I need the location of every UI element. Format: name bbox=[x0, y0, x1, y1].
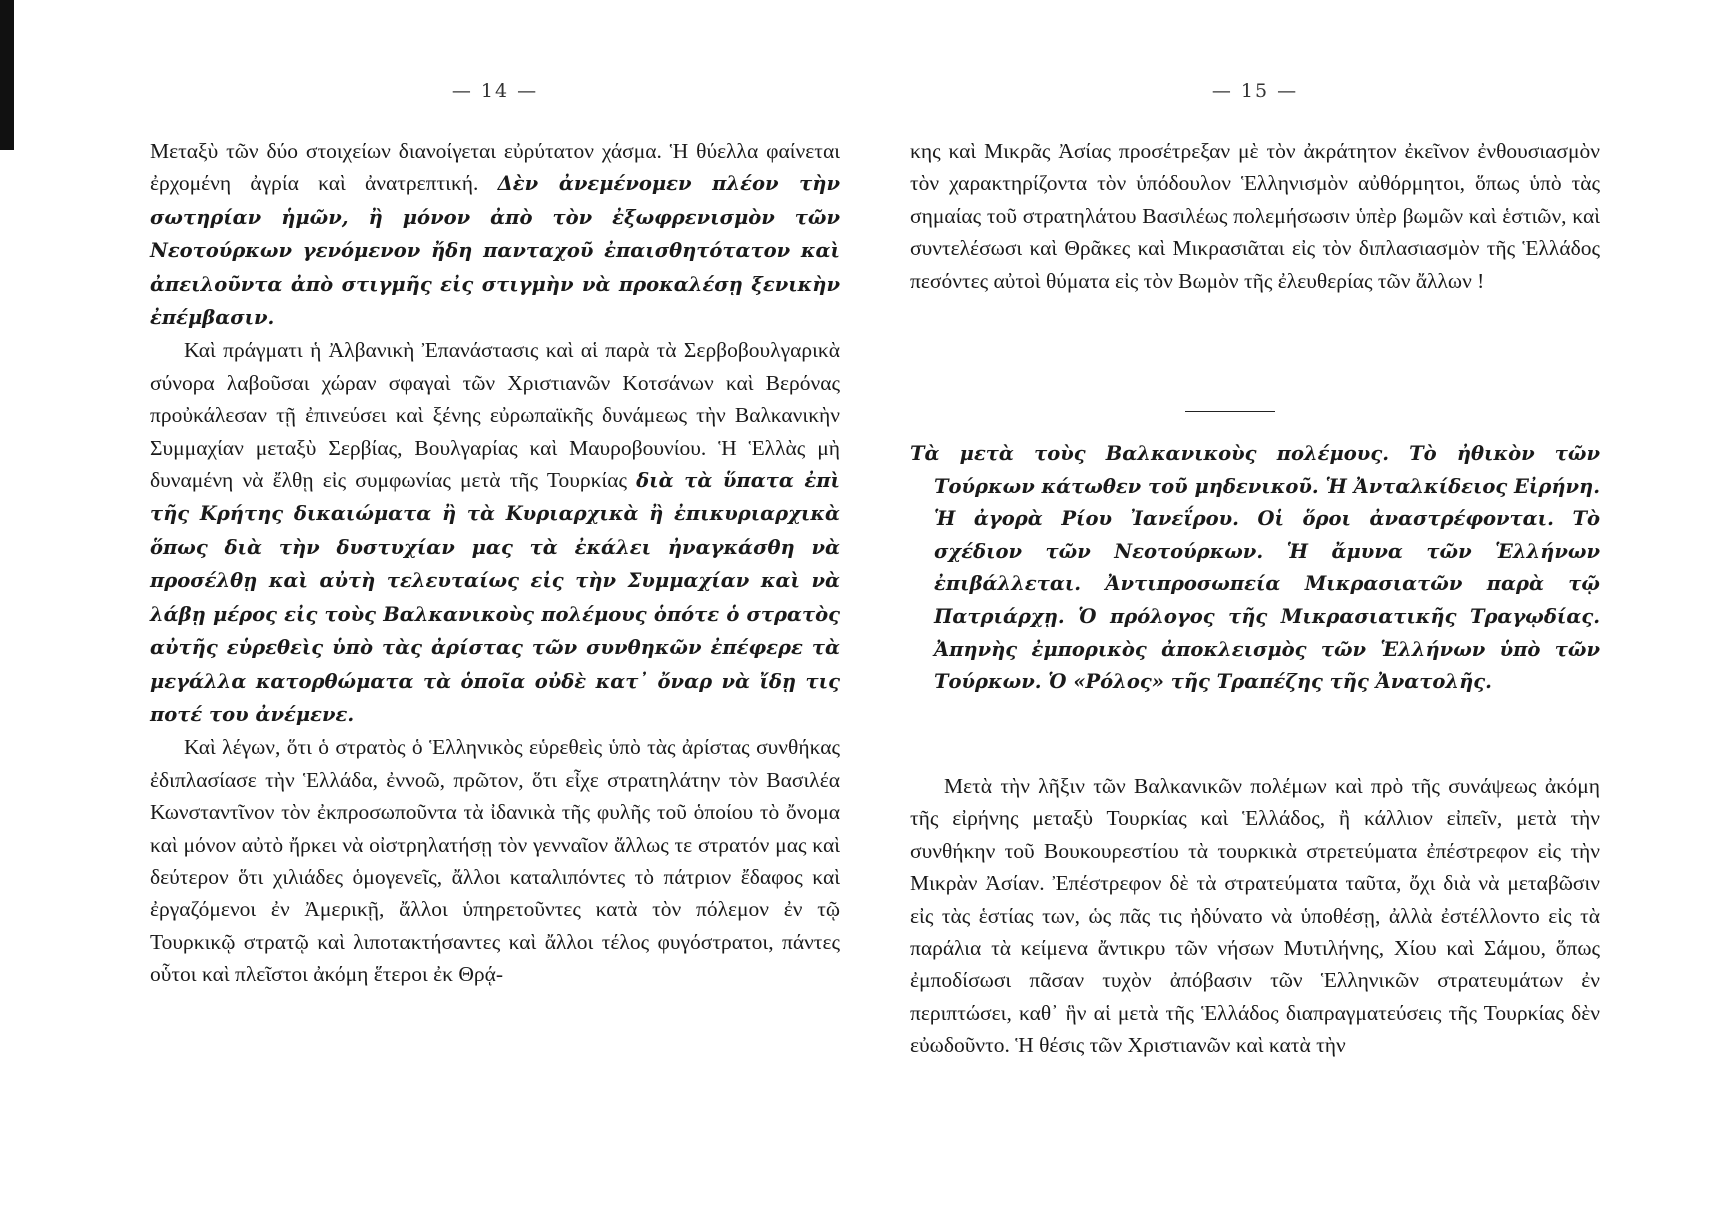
paragraph bbox=[150, 334, 840, 731]
left-page bbox=[150, 0, 840, 1225]
right-page-body-text bbox=[910, 770, 1600, 1062]
paragraph bbox=[150, 135, 840, 334]
chapter-heading-text: Τὰ μετὰ τοὺς Βαλκανικοὺς πολέμους. Τὸ ἠθικὸν τῶν Τούρκων κάτωθεν τοῦ μηδενικοῦ. Ἡ Ἀνταλκίδειος Εἰρήνη. Ἡ ἀγορὰ Ρίου Ἰανεΐρου. Οἱ ὅροι ἀναστρέφονται. Τὸ σχέδιον τῶν Νεοτούρκων. Ἡ ἄμυνα τῶν Ἑλλήνων ἐπιβάλλεται. Ἀντιπροσωπεία Μικρασιατῶν παρὰ τῷ Πατριάρχῃ. Ὁ πρόλογος τῆς Μικρασιατικῆς Τραγῳδίας. Ἀπηνὴς ἐμπορικὸς ἀποκλεισμὸς τῶν Ἑλλήνων ὑπὸ τῶν Τούρκων. Ὁ «Ρόλος» τῆς Τραπέζης τῆς Ἀνατολῆς. bbox=[910, 442, 1600, 694]
paragraph: Μετὰ τὴν λῆξιν τῶν Βαλκανικῶν πολέμων καὶ πρὸ τῆς συνάψεως ἀκόμη τῆς εἰρήνης μεταξὺ Τουρκίας καὶ Ἑλλάδος, ἢ κάλλιον εἰπεῖν, μετὰ τὴν συνθήκην τοῦ Βουκουρεστίου τὰ τουρκικὰ στρετεύματα ἐπέστρεφον εἰς τὴν Μικρὰν Ἀσίαν. Ἐπέστρεφον δὲ τὰ στρατεύματα ταῦτα, ὄχι διὰ νὰ μεταβῶσιν εἰς τὰς ἑστίας των, ὡς πᾶς τις ἠδύνατο νὰ ὑποθέσῃ, ἀλλὰ ἐστέλλοντο εἰς τὰ παράλια τὰ κείμενα ἄντικρυ τῶν νήσων Μυτιλήνης, Χίου καὶ Σάμου, ὅπως ἐμποδίσωσι πᾶσαν τυχὸν ἀπόβασιν τῶν Ἑλληνικῶν στρατευμάτων ἐν περιπτώσει, καθ᾽ ἣν αἱ μετὰ τῆς Ἑλλάδος διαπραγματεύσεις τῆς Τουρκίας δὲν εὐωδοῦντο. Ἡ θέσις τῶν Χριστιανῶν καὶ κατὰ τὴν bbox=[910, 774, 1600, 1058]
section-divider bbox=[1185, 411, 1275, 412]
paragraph-emphasis: Δὲν ἀνεμένομεν πλέον τὴν σωτηρίαν ἡμῶν, ἢ μόνον ἀπὸ τὸν ἐξωφρενισμὸν τῶν Νεοτούρκων γενόμενον ἤδη πανταχοῦ ἐπαισθητότατον καὶ ἀπειλοῦντα ἀπὸ στιγμῆς εἰς στιγμὴν νὰ προκαλέσῃ ξενικὴν ἐπέμβασιν. bbox=[150, 172, 840, 330]
page-number: — 14 — bbox=[451, 80, 539, 102]
left-page-text bbox=[150, 135, 840, 991]
paragraph: κης καὶ Μικρᾶς Ἀσίας προσέτρεξαν μὲ τὸν ἀκράτητον ἐκεῖνον ἐνθουσιασμὸν τὸν χαρακτηρίζοντα τὸν ὑπόδουλον Ἑλληνισμὸν αὐθόρμητοι, ὅπως ὑπὸ τὰς σημαίας τοῦ στρατηλάτου Βασιλέως πολεμήσωσιν ὑπὲρ βωμῶν καὶ ἑστιῶν, καὶ συντελέσωσι καὶ Θρᾶκες καὶ Μικρασιᾶται εἰς τὸν διπλασιασμὸν τῆς Ἑλλάδος πεσόντες αὐτοὶ θύματα εἰς τὸν Βωμὸν τῆς ἐλευθερίας τῶν ἄλλων ! bbox=[910, 139, 1600, 293]
paragraph bbox=[150, 731, 840, 990]
paragraph-emphasis: διὰ τὰ ὕπατα ἐπὶ τῆς Κρήτης δικαιώματα ἢ τὰ Κυριαρχικὰ ἢ ἐπικυριαρχικὰ ὅπως διὰ τὴν δυστυχίαν μας τὰ ἐκάλει ἠναγκάσθη νὰ προσέλθῃ καὶ αὐτὴ τελευταίως εἰς τὴν Συμμαχίαν καὶ νὰ λάβῃ μέρος εἰς τοὺς Βαλκανικοὺς πολέμους ὁπότε ὁ στρατὸς αὐτῆς εὑρεθεὶς ὑπὸ τὰς ἀρίστας τῶν συνθηκῶν ἐπέφερε τὰ μεγάλλα κατορθώματα τὰ ὁποῖα οὐδὲ κατ᾽ ὄναρ νὰ ἴδῃ τις ποτέ του ἀνέμενε. bbox=[150, 469, 840, 726]
chapter-heading bbox=[910, 438, 1600, 699]
paragraph-text: Καὶ λέγων, ὅτι ὁ στρατὸς ὁ Ἑλληνικὸς εὑρεθεὶς ὑπὸ τὰς ἀρίστας συνθήκας ἐδιπλασίασε τὴν Ἑλλάδα, ἐννοῶ, πρῶτον, ὅτι εἶχε στρατηλάτην τὸν Βασιλέα Κωνσταντῖνον τὸν ἐκπροσωποῦντα τὰ ἰδανικὰ τῆς φυλῆς τοῦ ὁποίου τὸ ὄνομα καὶ μόνον αὐτὸ ἤρκει νὰ οἰστρηλατήσῃ τὸν γενναῖον ἄλλως τε στρατόν μας καὶ δεύτερον ὅτι χιλιάδες ὁμογενεῖς, ἄλλοι καταλιπόντες τὸ πάτριον ἔδαφος καὶ ἐργαζόμενοι ἐν Ἀμερικῇ, ἄλλοι ὑπηρετοῦντες κατὰ τὸν πόλεμον ἐν τῷ Τουρκικῷ στρατῷ καὶ λιποτακτήσαντες καὶ ἄλλοι τέλος φυγόστρατοι, πάντες οὗτοι καὶ πλεῖστοι ἀκόμη ἕτεροι ἐκ Θρᾴ- bbox=[150, 735, 840, 987]
page-number: — 15 — bbox=[1211, 80, 1299, 102]
paragraph-text: Καὶ πράγματι ἡ Ἀλβανικὴ Ἐπανάστασις καὶ αἱ παρὰ τὰ Σερβοβουλγαρικὰ σύνορα λαβοῦσαι χώραν σφαγαὶ τῶν Χριστιανῶν Κοτσάνων καὶ Βερόνας προὐκάλεσαν τῇ ἐπινεύσει καὶ ξένης εὐρωπαϊκῆς δυνάμεως τὴν Βαλκανικὴν Συμμαχίαν μεταξὺ Σερβίας, Βουλγαρίας καὶ Μαυροβουνίου. Ἡ Ἑλλὰς μὴ δυναμένη νὰ ἔλθῃ εἰς συμφωνίας μετὰ τῆς Τουρκίας bbox=[150, 338, 840, 493]
scan-edge-bar bbox=[0, 0, 14, 150]
right-page bbox=[910, 0, 1600, 1225]
right-page-continued-text bbox=[910, 135, 1600, 297]
paragraph-text: Μεταξὺ τῶν δύο στοιχείων διανοίγεται εὐρύτατον χάσμα. Ἡ θύελλα φαίνεται ἐρχομένη ἀγρία καὶ ἀνατρεπτική. bbox=[150, 139, 840, 196]
